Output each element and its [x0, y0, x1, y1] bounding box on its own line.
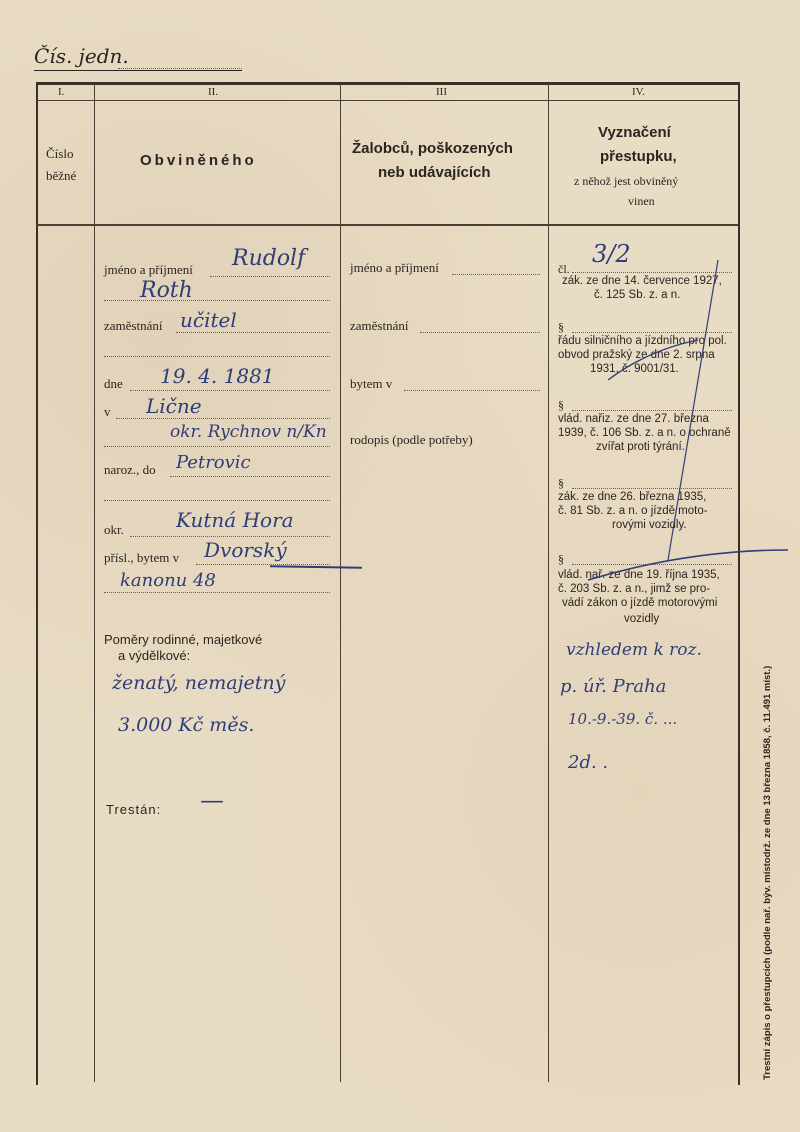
cis-jedn-label: Čís. jedn.	[34, 44, 129, 68]
compl-name-line	[452, 274, 540, 275]
col3-title-1: Žalobců, poškozených	[352, 140, 513, 157]
resid-value: Dvorský	[204, 538, 287, 562]
circ-value-1: ženatý, nemajetný	[112, 672, 286, 694]
col-divider-1	[94, 84, 95, 1082]
okr-line	[130, 536, 330, 537]
circ-label-2: a výdělkové:	[118, 648, 191, 663]
col-roman-4: IV.	[632, 86, 645, 98]
sec-5: §	[558, 552, 564, 566]
circ-label-1: Poměry rodinné, majetkové	[104, 632, 263, 647]
district-line	[104, 446, 330, 447]
place-value: Lične	[146, 394, 202, 418]
compl-resid-label: bytem v	[350, 376, 393, 391]
note-3: 10.-9.-39. č. ...	[568, 710, 678, 728]
col1-title-2: běžné	[46, 168, 77, 183]
side-note: Trestní zápis o přestupcích (podle nař. býv. místodrž. ze dne 13 března 1858, č. 11.491 míst.)	[762, 665, 773, 1080]
name-value: Rudolf	[232, 246, 306, 271]
law4-line2: č. 81 Sb. z. a n. o jízdě moto-	[558, 505, 708, 517]
resid-value-2: kanonu 48	[120, 570, 216, 591]
law3-line1: vlád. nařiz. ze dne 27. března	[558, 413, 709, 425]
note-4: 2d. .	[568, 752, 609, 773]
law4-line3: rovými vozidly.	[612, 519, 687, 531]
surname-line	[104, 300, 330, 301]
sec-4: §	[558, 476, 564, 490]
born-label: naroz., do	[104, 462, 156, 477]
date-line	[130, 390, 330, 391]
law5-line1: vlád. nař. ze dne 19. října 1935,	[558, 569, 720, 581]
sec-3: §	[558, 398, 564, 412]
occupation-line	[176, 332, 330, 333]
law5-line2: č. 203 Sb. z. a n., jimž se pro-	[558, 583, 711, 595]
resid-line	[196, 564, 330, 565]
born-value: Petrovic	[176, 452, 251, 473]
name-label: jméno a příjmení	[104, 262, 193, 277]
born-line-2	[104, 500, 330, 501]
in-label: v	[104, 404, 111, 419]
compl-sign-label: rodopis (podle potřeby)	[350, 432, 473, 447]
punished-label: Trestán:	[106, 802, 162, 817]
col-divider-2	[340, 84, 341, 1082]
law2-line2: obvod pražský ze dne 2. srpna	[558, 349, 715, 361]
cis-jedn-line	[118, 68, 242, 69]
col4-title-4: vinen	[628, 194, 655, 208]
note-1: vzhledem k roz.	[566, 640, 702, 660]
compl-occupation-label: zaměstnání	[350, 318, 409, 333]
compl-name-label: jméno a příjmení	[350, 260, 439, 275]
name-line	[210, 276, 330, 277]
occupation-label: zaměstnání	[104, 318, 163, 333]
circ-value-2: 3.000 Kč měs.	[118, 714, 255, 736]
col2-title: Obviněného	[140, 152, 257, 169]
cross-out-strokes	[548, 230, 800, 590]
occupation-line-2	[104, 356, 330, 357]
cl-label: čl.	[558, 262, 570, 276]
okr-label: okr.	[104, 522, 124, 537]
col3-title-2: neb udávajících	[378, 164, 491, 181]
col4-title-2: přestupku,	[600, 148, 677, 165]
law1-line1: zák. ze dne 14. července 1927,	[562, 275, 722, 287]
col4-title-3: z něhož jest obviněný	[574, 174, 679, 188]
law2-line3: 1931, č. 9001/31.	[590, 363, 679, 375]
underline-header	[34, 70, 242, 71]
sec-2: §	[558, 320, 564, 334]
resid-label: přísl., bytem v	[104, 550, 180, 565]
law2-line1: řádu silničního a jízdního pro pol.	[558, 335, 727, 347]
law5-line3: vádí zákon o jízdě motorovými	[562, 597, 718, 609]
note-2: p. úř. Praha	[560, 676, 667, 697]
law3-line3: zvířat proti týrání.	[596, 441, 685, 453]
district-value: okr. Rychnov n/Kn	[170, 422, 327, 442]
roman-row-line	[36, 100, 738, 101]
punished-value: —	[200, 786, 224, 814]
occupation-value: učitel	[180, 308, 237, 332]
col-roman-2: II.	[208, 86, 219, 98]
date-value: 19. 4. 1881	[160, 364, 275, 388]
compl-occupation-line	[420, 332, 540, 333]
col-roman-1: I.	[58, 86, 65, 98]
place-line	[116, 418, 330, 419]
resid-line-2	[104, 592, 330, 593]
col4-title-1: Vyznačení	[598, 124, 671, 141]
col-roman-3: III	[436, 86, 447, 98]
born-line	[170, 476, 330, 477]
header-bottom-line	[36, 224, 738, 226]
okr-value: Kutná Hora	[176, 508, 294, 532]
law4-line1: zák. ze dne 26. března 1935,	[558, 491, 707, 503]
col1-title-1: Číslo	[46, 146, 74, 161]
date-label: dne	[104, 376, 123, 391]
compl-resid-line	[404, 390, 540, 391]
cl-value: 3/2	[592, 240, 631, 268]
law3-line2: 1939, č. 106 Sb. z. a n. o ochraně	[558, 427, 731, 439]
law1-line2: č. 125 Sb. z. a n.	[594, 289, 681, 301]
law5-line4: vozidly	[624, 613, 660, 625]
surname-value: Roth	[140, 278, 193, 303]
